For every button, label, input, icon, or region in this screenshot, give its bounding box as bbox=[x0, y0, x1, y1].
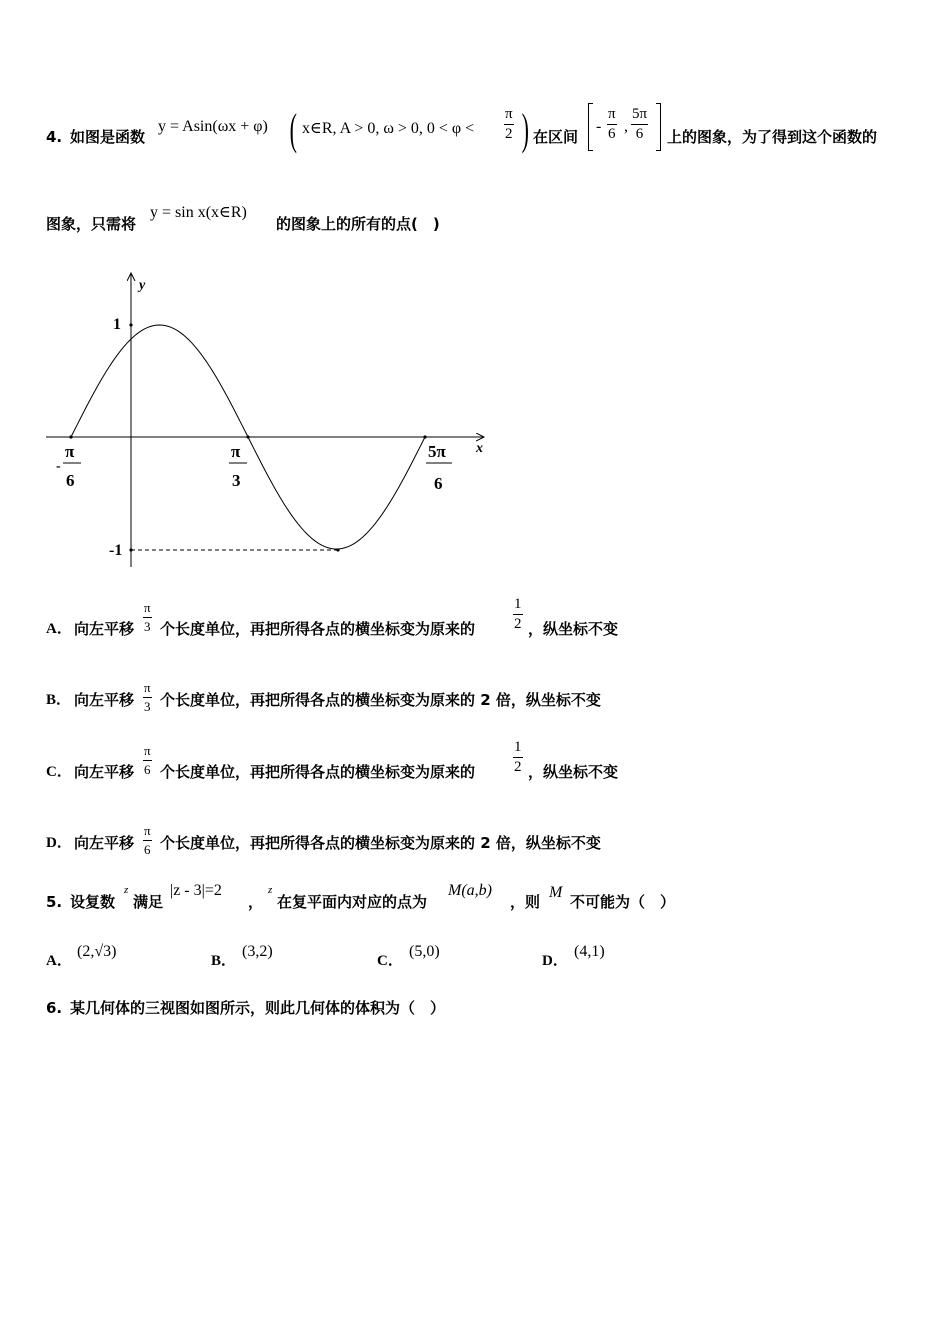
q4-line2-suffix: 的图象上的所有的点( ) bbox=[276, 215, 440, 233]
q6-text: 某几何体的三视图如图所示，则此几何体的体积为（ ） bbox=[70, 999, 446, 1017]
q5-post: 不可能为（ ） bbox=[570, 893, 676, 911]
option-c-frac: π 6 bbox=[144, 743, 151, 777]
q5-option-a-label: A． bbox=[46, 953, 72, 969]
q5-M: M bbox=[549, 884, 563, 901]
q5-option-d-value: (4,1) bbox=[574, 943, 605, 960]
q5-point: M(a,b) bbox=[448, 882, 492, 899]
option-a-post: ，纵坐标不变 bbox=[528, 620, 619, 638]
x-tick-left-num: π bbox=[65, 442, 75, 461]
option-a-end-frac: 1 2 bbox=[514, 596, 522, 632]
q5-option-a-value: (2,√3) bbox=[77, 943, 117, 960]
option-b-frac: π 3 bbox=[144, 680, 151, 714]
q4-right-bracket bbox=[656, 103, 661, 151]
point-max bbox=[129, 323, 132, 326]
option-c-label: C． bbox=[46, 764, 72, 780]
q4-interval-minus: - bbox=[596, 118, 602, 135]
point-right-zero bbox=[423, 435, 426, 438]
q5-option-b-label: B． bbox=[211, 953, 237, 969]
q4-right-paren: ) bbox=[521, 105, 529, 154]
point-min-axis bbox=[129, 548, 132, 551]
q5-option-c-label: C． bbox=[377, 953, 403, 969]
q4-suffix: 上的图象，为了得到这个函数的 bbox=[667, 128, 878, 146]
q5-number: 5. bbox=[46, 893, 63, 911]
q5-then: ，则 bbox=[510, 893, 541, 911]
option-d-label: D． bbox=[46, 835, 72, 851]
q4-line2-function: y = sin x(x∈R) bbox=[150, 204, 247, 221]
option-b-mid: 个长度单位，再把所得各点的横坐标变为原来的 2 倍，纵坐标不变 bbox=[160, 691, 601, 709]
q5-z1: z bbox=[124, 884, 129, 896]
x-tick-left-den: 6 bbox=[66, 471, 75, 490]
option-a-frac: π 3 bbox=[144, 600, 151, 634]
x-axis-label: x bbox=[476, 441, 483, 456]
q4-5pi-over-6: 5π 6 bbox=[632, 106, 648, 142]
y-tick-1: 1 bbox=[113, 316, 121, 333]
option-a-mid: 个长度单位，再把所得各点的横坐标变为原来的 bbox=[160, 620, 476, 638]
q5-comma: ， bbox=[248, 893, 264, 911]
q5-pre: 设复数 bbox=[70, 893, 116, 911]
q4-left-bracket bbox=[588, 103, 593, 151]
option-d-frac: π 6 bbox=[144, 823, 151, 857]
q6-number: 6. bbox=[46, 999, 63, 1017]
option-c-post: ，纵坐标不变 bbox=[528, 763, 619, 781]
x-tick-right-den: 6 bbox=[434, 474, 443, 493]
q4-left-paren: ( bbox=[289, 105, 297, 154]
q5-option-c-value: (5,0) bbox=[409, 943, 440, 960]
y-tick-neg1: -1 bbox=[109, 542, 123, 559]
option-c-mid: 个长度单位，再把所得各点的横坐标变为原来的 bbox=[160, 763, 476, 781]
q4-interval-word: 在区间 bbox=[533, 128, 579, 146]
q5-z2: z bbox=[268, 884, 273, 896]
q5-satisfy: 满足 bbox=[133, 893, 164, 911]
option-c-pre: 向左平移 bbox=[74, 763, 135, 781]
q5-option-d-label: D． bbox=[542, 953, 568, 969]
option-b-label: B． bbox=[46, 692, 72, 708]
option-a-pre: 向左平移 bbox=[74, 620, 135, 638]
q4-number: 4. bbox=[46, 128, 63, 146]
x-tick-mid-den: 3 bbox=[232, 471, 241, 490]
q4-line2-prefix: 图象，只需将 bbox=[46, 215, 137, 233]
q4-prefix: 如图是函数 bbox=[70, 128, 146, 146]
option-a-label: A． bbox=[46, 621, 72, 637]
option-c-end-frac: 1 2 bbox=[514, 739, 522, 775]
point-min bbox=[336, 548, 339, 551]
x-tick-mid-num: π bbox=[231, 442, 241, 461]
option-d-mid: 个长度单位，再把所得各点的横坐标变为原来的 2 倍，纵坐标不变 bbox=[160, 834, 601, 852]
q4-interval-comma: , bbox=[624, 118, 628, 135]
point-mid-zero bbox=[246, 435, 249, 438]
q5-condition: |z - 3|=2 bbox=[170, 882, 222, 899]
sine-graph bbox=[40, 265, 500, 575]
q5-mid: 在复平面内对应的点为 bbox=[277, 893, 428, 911]
option-d-pre: 向左平移 bbox=[74, 834, 135, 852]
y-axis-label: y bbox=[139, 278, 146, 293]
point-left-zero bbox=[69, 435, 72, 438]
q4-condition: x∈R, A > 0, ω > 0, 0 < φ < bbox=[302, 120, 475, 137]
q5-option-b-value: (3,2) bbox=[242, 943, 273, 960]
q4-function: y = Asin(ωx + φ) bbox=[158, 118, 268, 135]
x-tick-right-num: 5π bbox=[428, 442, 446, 461]
q4-pi-over-6: π 6 bbox=[608, 106, 616, 142]
x-tick-left-minus: - bbox=[56, 459, 61, 474]
q4-pi-over-2: π 2 bbox=[505, 106, 513, 142]
option-b-pre: 向左平移 bbox=[74, 691, 135, 709]
